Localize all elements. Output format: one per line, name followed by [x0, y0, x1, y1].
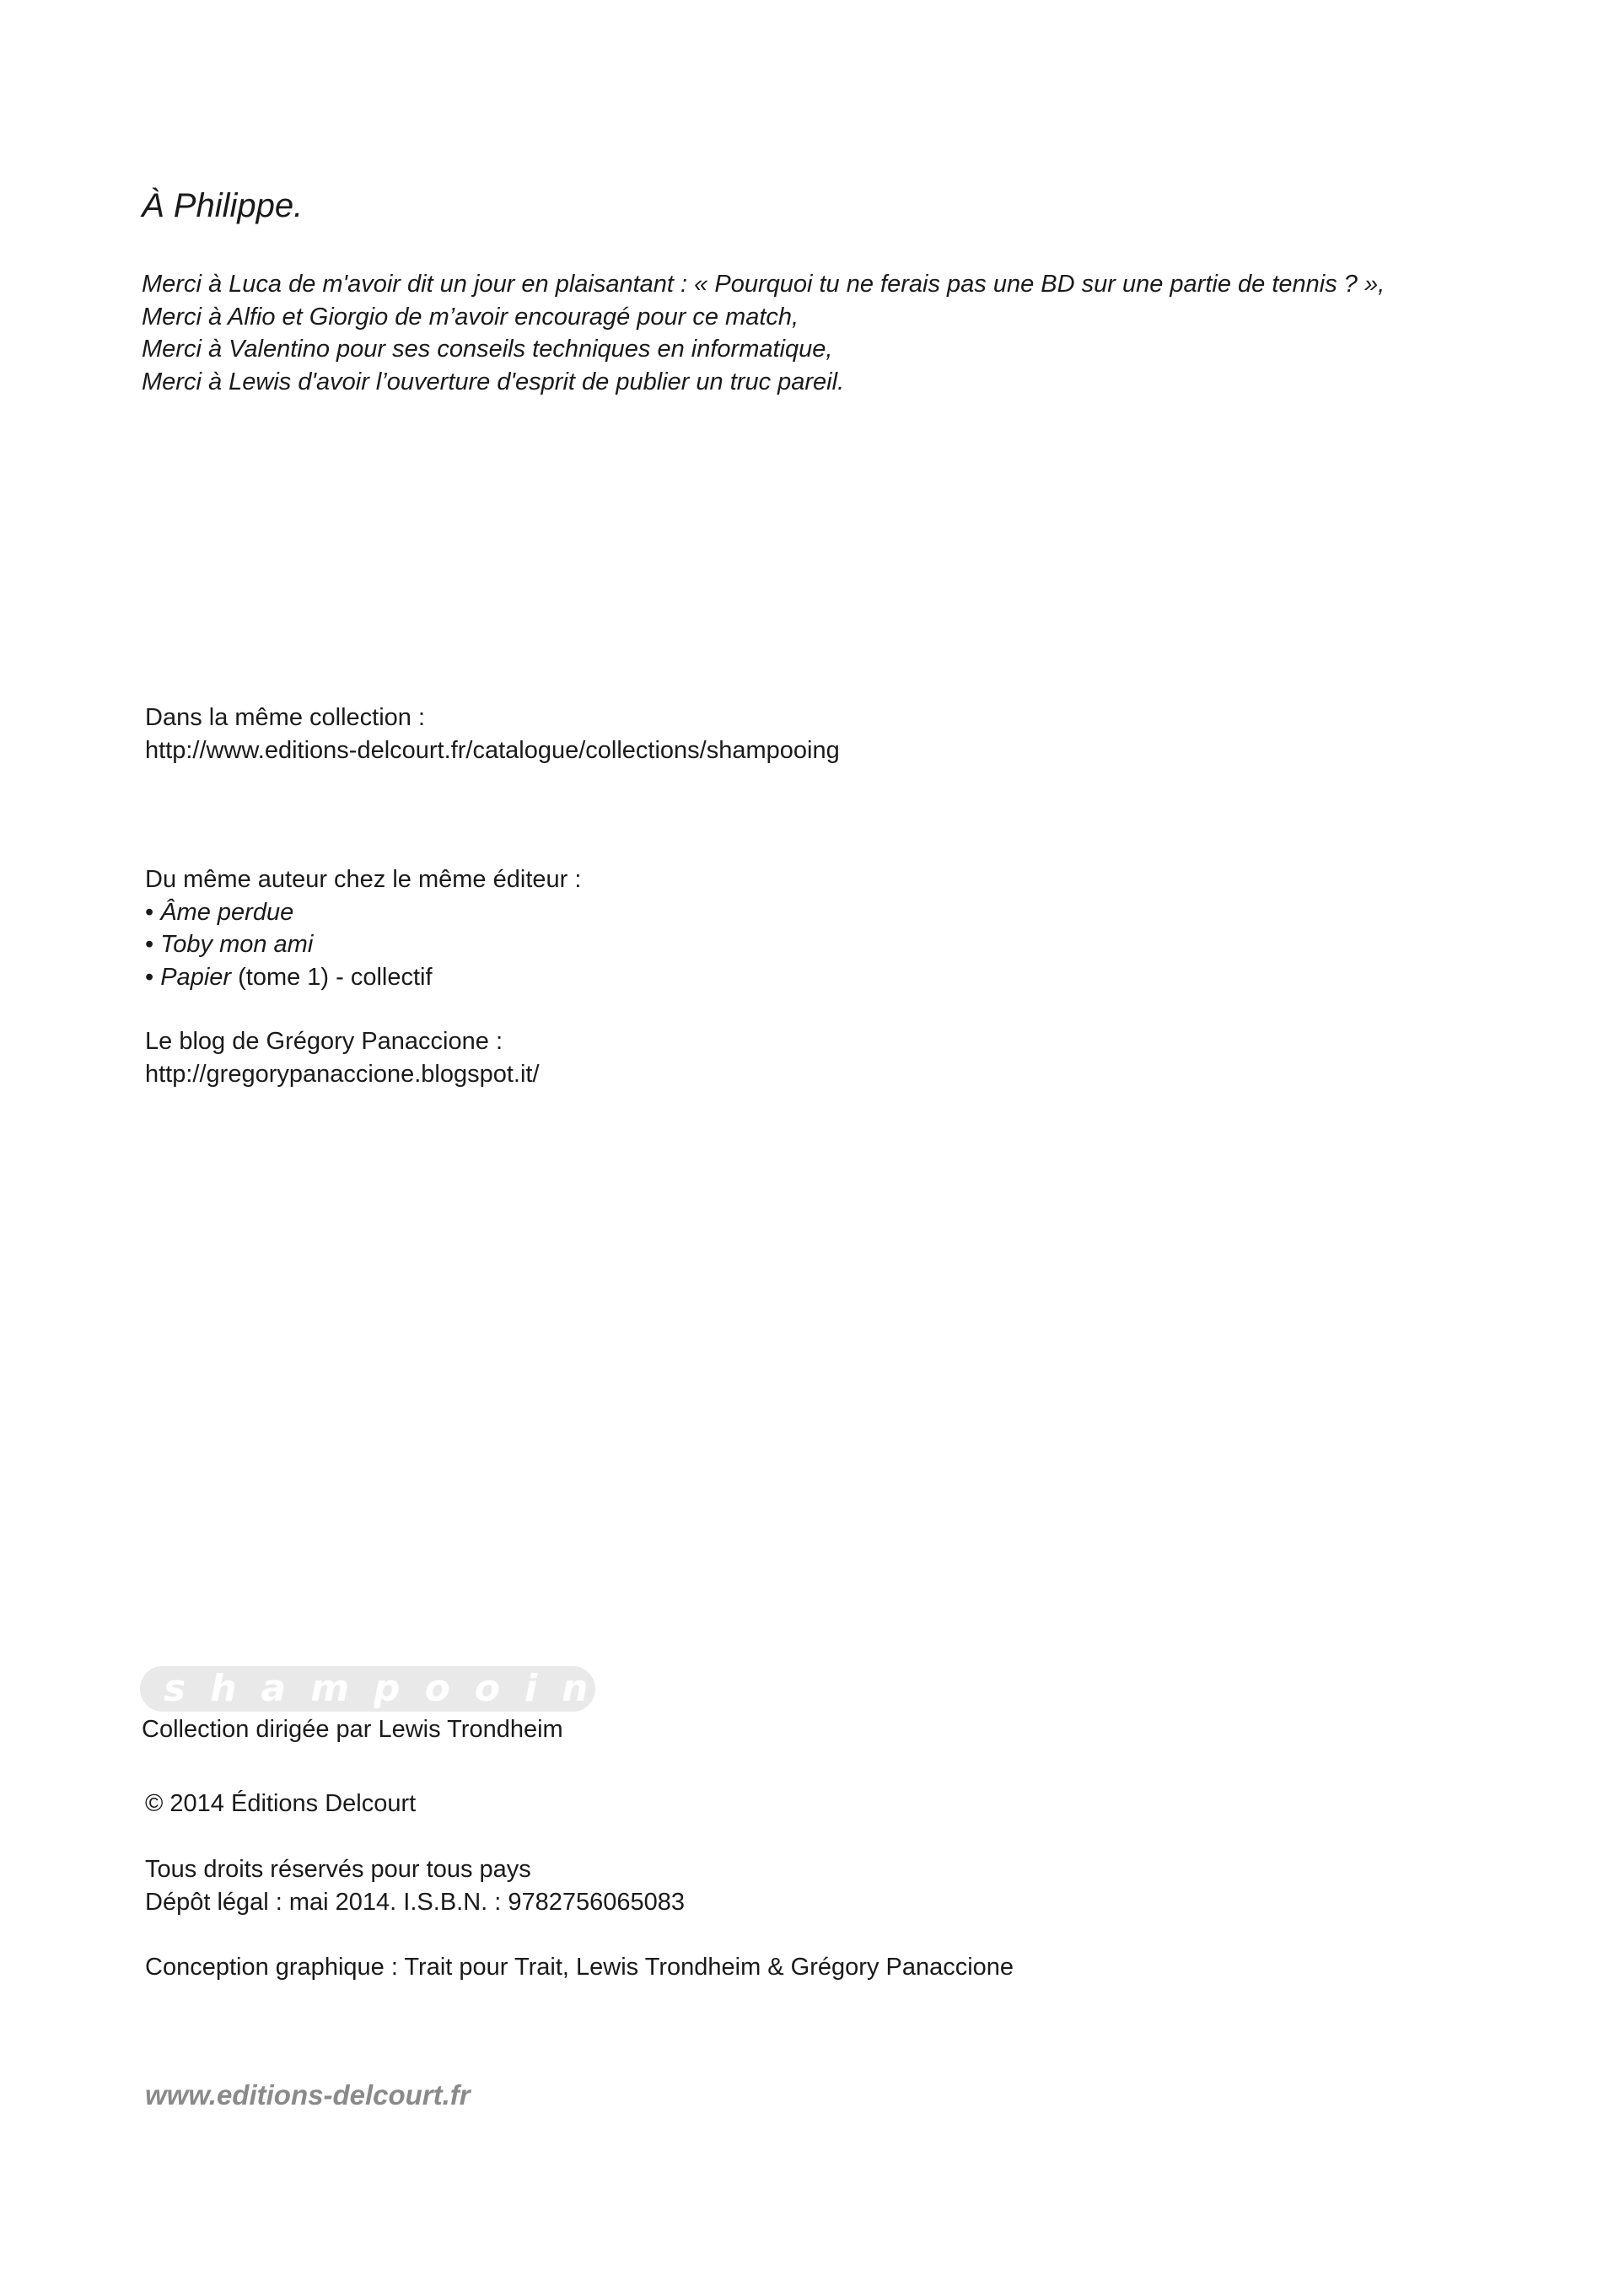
graphic-design-credit: Conception graphique : Trait pour Trait, Lewis Trondheim & Grégory Panaccione	[145, 1954, 1014, 1981]
dedication: À Philippe.	[142, 187, 304, 224]
blog-heading: Le blog de Grégory Panaccione :	[145, 1028, 503, 1055]
same-collection-section	[145, 702, 840, 766]
book-title: Papier	[160, 963, 232, 991]
collection-url-link[interactable]: http://www.editions-delcourt.fr/catalogue/collections/shampooing	[145, 736, 840, 764]
acknowledgements	[142, 268, 1575, 398]
shampooing-logo	[140, 1666, 664, 1712]
copyright: © 2014 Éditions Delcourt	[145, 1790, 417, 1817]
acknowledgement-line: Merci à Luca de m'avoir dit un jour en plaisantant : « Pourquoi tu ne ferais pas une BD sur une partie de tennis ? »,	[142, 271, 1385, 298]
legal-section	[145, 1853, 685, 1918]
collection-director: Collection dirigée par Lewis Trondheim	[142, 1716, 563, 1743]
list-item	[145, 961, 581, 994]
book-title: Toby mon ami	[160, 931, 314, 958]
rights-notice: Tous droits réservés pour tous pays	[145, 1856, 531, 1883]
acknowledgement-line: Merci à Alfio et Giorgio de m’avoir encouragé pour ce match,	[142, 303, 799, 331]
same-author-heading: Du même auteur chez le même éditeur :	[145, 866, 582, 893]
same-collection-heading: Dans la même collection :	[145, 704, 426, 731]
acknowledgement-line: Merci à Valentino pour ses conseils techniques en informatique,	[142, 336, 833, 363]
blog-section	[145, 1025, 540, 1090]
bullet: •	[145, 898, 154, 926]
list-item	[145, 928, 581, 961]
book-title: Âme perdue	[160, 898, 294, 926]
list-item	[145, 896, 581, 929]
same-author-section	[145, 863, 581, 993]
bullet: •	[145, 931, 154, 958]
publisher-website-link[interactable]: www.editions-delcourt.fr	[145, 2079, 471, 2110]
legal-deposit: Dépôt légal : mai 2014. I.S.B.N. : 9782756065083	[145, 1888, 686, 1916]
blog-url-link[interactable]: http://gregorypanaccione.blogspot.it/	[145, 1060, 540, 1088]
book-suffix: (tome 1) - collectif	[231, 963, 433, 991]
acknowledgement-line: Merci à Lewis d'avoir l’ouverture d'esprit de publier un truc pareil.	[142, 368, 845, 395]
shampooing-logo-text: shampooing	[164, 1667, 664, 1710]
bullet: •	[145, 963, 154, 991]
